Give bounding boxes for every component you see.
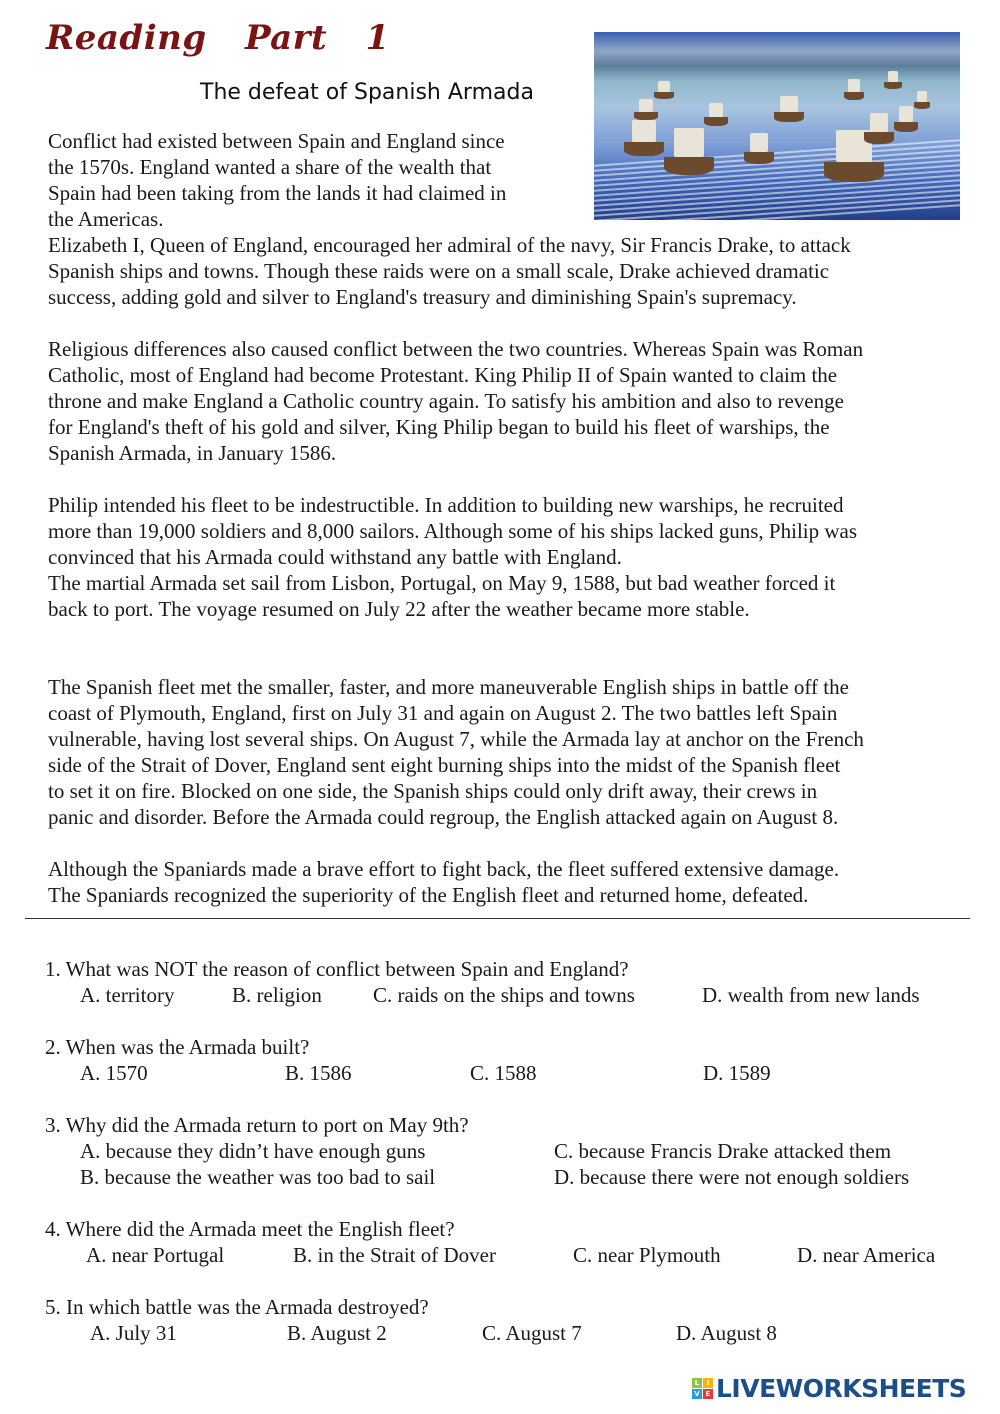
passage-line: success, adding gold and silver to England's treasury and diminishing Spain's supremacy.: [48, 285, 797, 309]
ship-sail: [917, 91, 927, 102]
passage-line: The martial Armada set sail from Lisbon, Portugal, on May 9, 1588, but bad weather forced it: [48, 571, 836, 595]
ship-sail: [639, 99, 653, 112]
passage-line: side of the Strait of Dover, England sent eight burning ships into the midst of the Spanish fleet: [48, 753, 841, 777]
liveworksheets-logo: [692, 1374, 966, 1403]
ship-sail: [899, 106, 913, 122]
passage-paragraph: [48, 492, 857, 570]
answer-option[interactable]: D. August 8: [676, 1321, 777, 1345]
answer-option[interactable]: A. July 31: [90, 1321, 177, 1345]
answer-option[interactable]: B. religion: [232, 983, 322, 1007]
question-text: 5. In which battle was the Armada destroyed?: [45, 1295, 429, 1319]
passage-paragraph: [48, 856, 839, 908]
ship-hull: [884, 82, 902, 89]
ship-sail: [870, 113, 888, 132]
question-text: 2. When was the Armada built?: [45, 1035, 310, 1059]
passage-paragraph: [48, 570, 835, 622]
question-text: 1. What was NOT the reason of conflict between Spain and England?: [45, 957, 629, 981]
passage-line: The Spanish fleet met the smaller, faster, and more maneuverable English ships in battle off the: [48, 675, 849, 699]
answer-option[interactable]: C. August 7: [482, 1321, 582, 1345]
answer-option[interactable]: A. because they didn’t have enough guns: [80, 1139, 426, 1163]
answer-option[interactable]: D. because there were not enough soldiers: [554, 1165, 910, 1189]
ship-sail: [888, 71, 899, 82]
passage-line: Catholic, most of England had become Protestant. King Philip II of Spain wanted to claim the: [48, 363, 838, 387]
ship-sail: [709, 103, 723, 117]
passage-line: vulnerable, having lost several ships. On August 7, while the Armada lay at anchor on the French: [48, 727, 864, 751]
passage-line: to set it on fire. Blocked on one side, the Spanish ships could only drift away, their crews in: [48, 779, 818, 803]
passage-line: more than 19,000 soldiers and 8,000 sailors. Although some of his ships lacked guns, Philip was: [48, 519, 858, 543]
ship-hull: [844, 92, 864, 100]
question-text: 3. Why did the Armada return to port on May 9th?: [45, 1113, 469, 1137]
passage-line: panic and disorder. Before the Armada could regroup, the English attacked again on August 8.: [48, 805, 839, 829]
passage-line: for England's theft of his gold and silver, King Philip began to build his fleet of warships, the: [48, 415, 830, 439]
passage-paragraph: [48, 674, 864, 830]
ship-hull: [634, 112, 658, 120]
passage-line: the 1570s. England wanted a share of the wealth that: [48, 155, 492, 179]
logo-tile: E: [703, 1389, 713, 1399]
logo-tile: V: [692, 1389, 702, 1399]
ship-sail: [658, 81, 670, 92]
divider: [25, 918, 970, 919]
answer-option[interactable]: B. August 2: [287, 1321, 387, 1345]
passage-line: Conflict had existed between Spain and England since: [48, 129, 505, 153]
passage-line: Philip intended his fleet to be indestructible. In addition to building new warships, he recruited: [48, 493, 844, 517]
answer-option[interactable]: C. raids on the ships and towns: [373, 983, 635, 1007]
question-text: 4. Where did the Armada meet the English fleet?: [45, 1217, 455, 1241]
answer-option[interactable]: A. 1570: [80, 1061, 148, 1085]
page-title: Reading Part 1: [46, 18, 390, 58]
ship-hull: [774, 112, 804, 122]
passage-line: back to port. The voyage resumed on July 22 after the weather became more stable.: [48, 597, 750, 621]
answer-option[interactable]: D. 1589: [703, 1061, 771, 1085]
ship-hull: [914, 102, 930, 109]
answer-option[interactable]: B. because the weather was too bad to sail: [80, 1165, 436, 1189]
passage-line: Spain had been taking from the lands it had claimed in: [48, 181, 507, 205]
answer-option[interactable]: C. near Plymouth: [573, 1243, 721, 1267]
logo-tile: I: [703, 1378, 713, 1388]
passage-paragraph: [48, 128, 851, 310]
passage-line: coast of Plymouth, England, first on July 31 and again on August 2. The two battles left Spain: [48, 701, 838, 725]
passage-line: convinced that his Armada could withstand any battle with England.: [48, 545, 622, 569]
answer-option[interactable]: C. 1588: [470, 1061, 537, 1085]
passage-line: Elizabeth I, Queen of England, encouraged her admiral of the navy, Sir Francis Drake, to attack: [48, 233, 851, 257]
answer-option[interactable]: A. territory: [80, 983, 175, 1007]
ship-hull: [654, 92, 674, 99]
ship-sail: [780, 96, 798, 112]
logo-text: LIVEWORKSHEETS: [716, 1374, 967, 1403]
logo-tile: L: [692, 1378, 702, 1388]
answer-option[interactable]: D. wealth from new lands: [702, 983, 920, 1007]
logo-tiles-icon: [692, 1378, 713, 1399]
answer-option[interactable]: C. because Francis Drake attacked them: [554, 1139, 892, 1163]
passage-line: Spanish ships and towns. Though these raids were on a small scale, Drake achieved dramatic: [48, 259, 830, 283]
passage-title: The defeat of Spanish Armada: [200, 80, 534, 105]
passage-line: Religious differences also caused conflict between the two countries. Whereas Spain was Roman: [48, 337, 864, 361]
passage-paragraph: [48, 336, 863, 466]
ship-hull: [864, 132, 894, 144]
passage-line: Although the Spaniards made a brave effort to fight back, the fleet suffered extensive damage.: [48, 857, 840, 881]
passage-line: throne and make England a Catholic country again. To satisfy his ambition and also to revenge: [48, 389, 844, 413]
answer-option[interactable]: B. in the Strait of Dover: [293, 1243, 496, 1267]
ship-sail: [848, 79, 860, 92]
ship-hull: [894, 122, 918, 132]
passage-line: the Americas.: [48, 207, 164, 231]
answer-option[interactable]: B. 1586: [285, 1061, 352, 1085]
answer-option[interactable]: A. near Portugal: [86, 1243, 225, 1267]
ship-hull: [704, 117, 728, 126]
answer-option[interactable]: D. near America: [797, 1243, 936, 1267]
passage-line: Spanish Armada, in January 1586.: [48, 441, 337, 465]
passage-line: The Spaniards recognized the superiority of the English fleet and returned home, defeated.: [48, 883, 809, 907]
